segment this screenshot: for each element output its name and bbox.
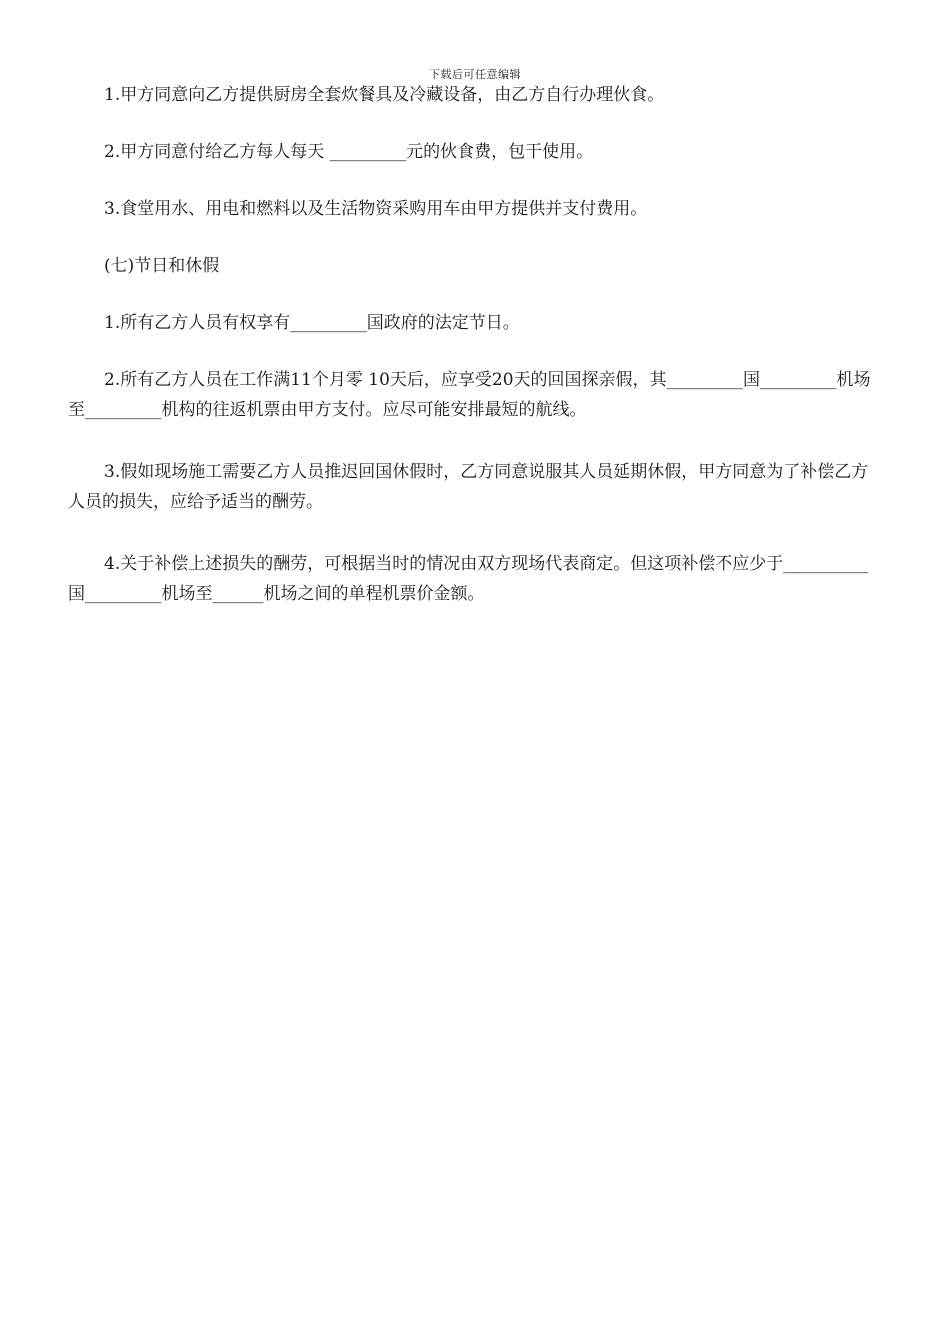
paragraph-meal-equipment: 1.甲方同意向乙方提供厨房全套炊餐具及冷藏设备，由乙方自行办理伙食。 xyxy=(104,85,665,105)
paragraph-compensation: 4.关于补偿上述损失的酬劳，可根据当时的情况由双方现场代表商定。但这项补偿不应少于__________国_________机场至______机场之间的单程机票价金额。 xyxy=(68,554,869,604)
paragraph-home-leave: 2.所有乙方人员在工作满11个月零 10天后，应享受20天的回国探亲假，其_________国_________机场至_________机构的往返机票由甲方支付。应尽可能安排最短的航线。 xyxy=(68,370,871,420)
paragraph-meal-allowance: 2.甲方同意付给乙方每人每天 _________元的伙食费，包干使用。 xyxy=(104,142,594,162)
paragraph-utilities: 3.食堂用水、用电和燃料以及生活物资采购用车由甲方提供并支付费用。 xyxy=(104,199,648,219)
paragraph-statutory-holidays: 1.所有乙方人员有权享有_________国政府的法定节日。 xyxy=(104,313,520,333)
header-note: 下载后可任意编辑 xyxy=(429,68,521,81)
section-heading-holidays: (七)节日和休假 xyxy=(104,256,220,276)
paragraph-postponed-leave: 3.假如现场施工需要乙方人员推迟回国休假时，乙方同意说服其人员延期休假，甲方同意为了补偿乙方人员的损失，应给予适当的酬劳。 xyxy=(68,462,869,512)
